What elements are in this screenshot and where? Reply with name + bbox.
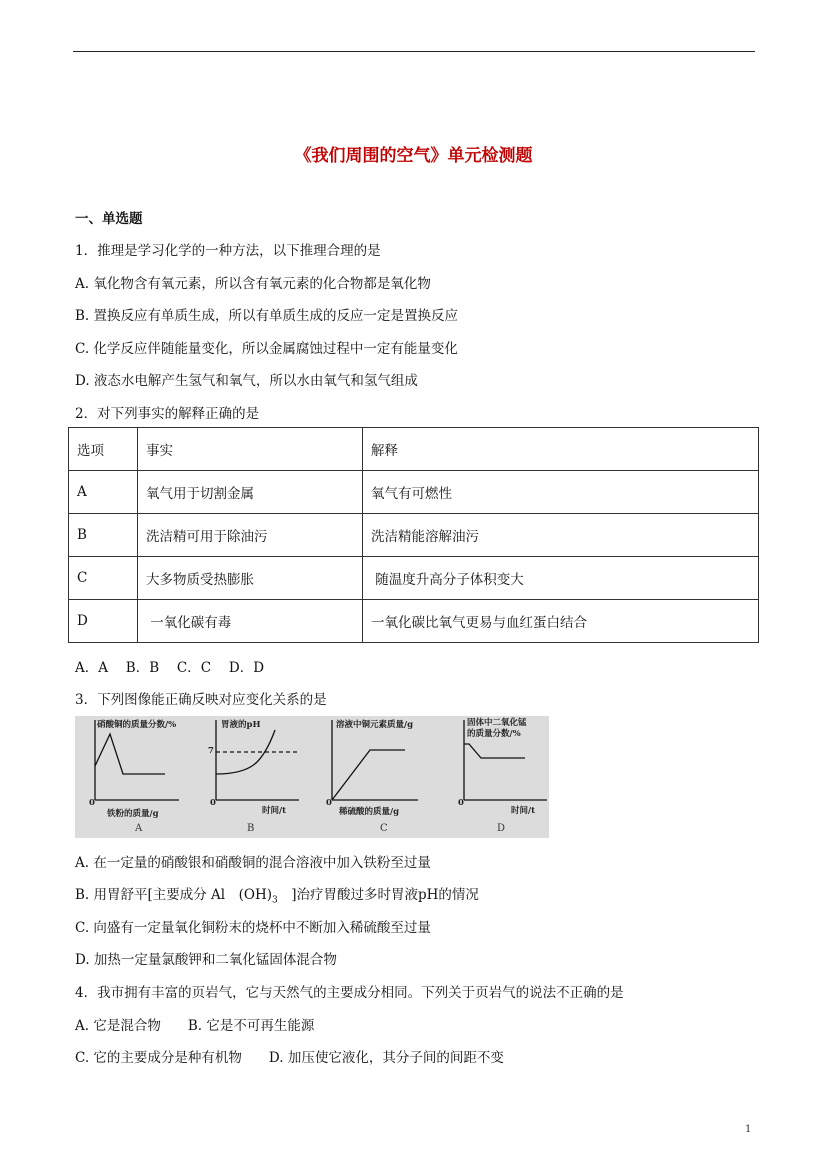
table-row: [69, 557, 759, 600]
graph-a-origin: 0: [89, 798, 95, 808]
q3-graphs-figure: [75, 716, 549, 838]
q3-option-a: A. 在一定量的硝酸银和硝酸铜的混合溶液中加入铁粉至过量: [75, 855, 431, 871]
table-row: [69, 471, 759, 514]
facts-table: [68, 427, 759, 643]
q4-options-ab: A. 它是混合物 B. 它是不可再生能源: [75, 1018, 315, 1034]
graph-b-xlabel: 时间/t: [262, 806, 287, 816]
graph-d-ylabel: 固体中二氧化锰: [467, 718, 527, 728]
page-title: 《我们周围的空气》单元检测题: [294, 146, 533, 166]
q3-option-c: C. 向盛有一定量氧化铜粉末的烧杯中不断加入稀硫酸至过量: [75, 920, 431, 936]
table-cell: 一氧化碳有毒: [138, 600, 363, 643]
q1-option-d: D. 液态水电解产生氢气和氧气，所以水由氧气和氢气组成: [75, 373, 418, 389]
table-cell: C: [69, 557, 138, 600]
table-cell: B: [69, 514, 138, 557]
q3-option-b-pre: B. 用胃舒平[主要成分 Al (OH): [75, 887, 273, 903]
graph-d-xlabel: 时间/t: [511, 806, 536, 816]
table-cell: 随温度升高分子体积变大: [363, 557, 759, 600]
q1-option-b: B. 置换反应有单质生成，所以有单质生成的反应一定是置换反应: [75, 308, 459, 324]
graph-b-tick: 7: [208, 746, 214, 756]
q3-stem: 3．下列图像能正确反映对应变化关系的是: [75, 692, 327, 708]
graph-a-curve: [95, 734, 165, 774]
header-rule: [73, 51, 755, 52]
graph-d-origin: 0: [458, 798, 464, 808]
q1-option-c: C. 化学反应伴随能量变化，所以金属腐蚀过程中一定有能量变化: [75, 341, 458, 357]
table-cell: 大多物质受热膨胀: [138, 557, 363, 600]
graph-b-ylabel: 胃液的pH: [221, 720, 261, 730]
q3-option-d: D. 加热一定量氯酸钾和二氧化锰固体混合物: [75, 952, 337, 968]
table-header-row: [69, 428, 759, 471]
q3-option-b-sub: 3: [272, 895, 278, 906]
page-number: 1: [745, 1124, 752, 1135]
table-header-cell: 解释: [363, 428, 759, 471]
table-cell: D: [69, 600, 138, 643]
q1-stem: 1．推理是学习化学的一种方法，以下推理合理的是: [75, 243, 381, 259]
graph-c-xlabel: 稀硫酸的质量/g: [339, 807, 400, 817]
graph-c-curve: [332, 750, 405, 800]
table-cell: 洗洁精可用于除油污: [138, 514, 363, 557]
table-row: [69, 600, 759, 643]
q3-option-b: [75, 883, 479, 906]
graph-d-caption: D: [497, 823, 506, 834]
table-header-cell: 选项: [69, 428, 138, 471]
graph-c-origin: 0: [326, 798, 332, 808]
q1-option-a: A. 氧化物含有氧元素，所以含有氧元素的化合物都是氧化物: [75, 276, 431, 292]
graph-a-ylabel: 硝酸铜的质量分数/%: [97, 720, 177, 730]
table-row: [69, 514, 759, 557]
graph-d-ylabel-line2: 的质量分数/%: [467, 729, 521, 739]
graph-c-caption: C: [380, 823, 388, 834]
q2-options: A．A B．B C．C D．D: [75, 660, 265, 676]
graph-b-caption: B: [247, 823, 255, 834]
table-cell: A: [69, 471, 138, 514]
graph-d-curve: [464, 744, 525, 758]
graph-a-caption: A: [135, 823, 143, 834]
q4-stem: 4．我市拥有丰富的页岩气，它与天然气的主要成分相同。下列关于页岩气的说法不正确的是: [75, 985, 624, 1001]
q3-option-b-post: ]治疗胃酸过多时胃液pH的情况: [277, 887, 479, 903]
table-header-cell: 事实: [138, 428, 363, 471]
table-cell: 洗洁精能溶解油污: [363, 514, 759, 557]
table-cell: 一氧化碳比氧气更易与血红蛋白结合: [363, 600, 759, 643]
graph-a-xlabel: 铁粉的质量/g: [107, 809, 159, 819]
table-cell: 氧气用于切割金属: [138, 471, 363, 514]
table-cell: 氧气有可燃性: [363, 471, 759, 514]
graph-b-origin: 0: [210, 798, 216, 808]
section-heading: 一、单选题: [75, 211, 143, 227]
q4-options-cd: C. 它的主要成分是种有机物 D. 加压使它液化，其分子间的间距不变: [75, 1050, 504, 1066]
graph-c-ylabel: 溶液中铜元素质量/g: [336, 720, 414, 730]
q2-stem: 2．对下列事实的解释正确的是: [75, 406, 260, 422]
